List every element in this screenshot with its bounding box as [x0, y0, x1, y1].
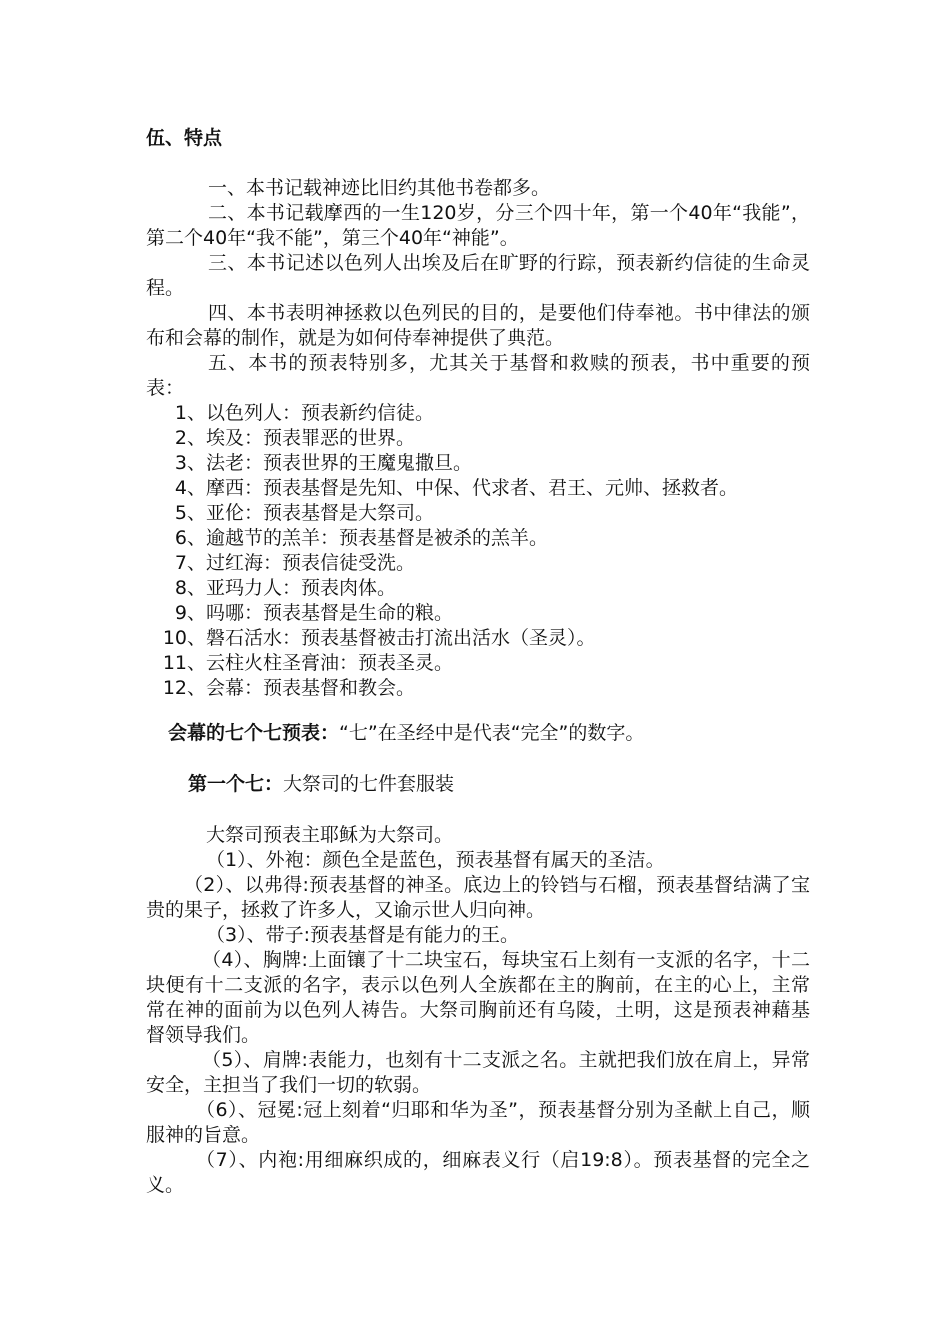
- feature-paragraph-5: 五、本书的预表特别多，尤其关于基督和救赎的预表，书中重要的预表：: [146, 352, 810, 399]
- list-item: 12、会幕：预表基督和教会。: [162, 677, 416, 699]
- feature-paragraph-2: 二、本书记载摩西的一生120岁，分三个四十年，第一个40年“我能”，第二个40年“我不能”，第三个40年“神能”。: [146, 202, 810, 249]
- feature-paragraph-3: 三、本书记述以色列人出埃及后在旷野的行踪，预表新约信徒的生命灵程。: [146, 252, 810, 299]
- feature-paragraph-1: 一、本书记载神迹比旧约其他书卷都多。: [208, 177, 551, 199]
- garment-2: （2）、以弗得:预表基督的神圣。底边上的铃铛与石榴，预表基督结满了宝贵的果子，拯救了许多人，又谕示世人归向神。: [146, 874, 810, 921]
- section-title: 伍、特点: [146, 127, 223, 149]
- garment-7: （7）、内袍:用细麻织成的，细麻表义行（启19:8）。预表基督的完全之义。: [146, 1149, 810, 1196]
- list-item: 7、过红海：预表信徒受洗。: [174, 552, 416, 574]
- garment-4: （4）、胸牌:上面镶了十二块宝石，每块宝石上刻有一支派的名字，十二块便有十二支派的名字，表示以色列人全族都在主的胸前，在主的心上，主常常在神的面前为以色列人祷告。大祭司胸前还有乌陵，土明，这是预表神藉基督领导我们。: [146, 949, 810, 1046]
- list-item: 5、亚伦：预表基督是大祭司。: [174, 502, 435, 524]
- list-item: 4、摩西：预表基督是先知、中保、代求者、君王、元帅、拯救者。: [174, 477, 739, 499]
- garment-3: （3）、带子:预表基督是有能力的王。: [206, 924, 519, 946]
- list-item: 10、磐石活水：预表基督被击打流出活水（圣灵）。: [162, 627, 596, 649]
- garments-intro: 大祭司预表主耶稣为大祭司。: [206, 824, 454, 846]
- list-item: 2、埃及：预表罪恶的世界。: [174, 427, 416, 449]
- list-item: 11、云柱火柱圣膏油：预表圣灵。: [162, 652, 454, 674]
- garment-6: （6）、冠冕:冠上刻着“归耶和华为圣”，预表基督分别为圣献上自己，顺服神的旨意。: [146, 1099, 810, 1146]
- feature-paragraph-4: 四、本书表明神拯救以色列民的目的，是要他们侍奉祂。书中律法的颁布和会幕的制作，就是为如何侍奉神提供了典范。: [146, 302, 810, 349]
- list-item: 8、亚玛力人：预表肉体。: [174, 577, 397, 599]
- list-item: 3、法老：预表世界的王魔鬼撒旦。: [174, 452, 473, 474]
- list-item: 9、吗哪：预表基督是生命的粮。: [174, 602, 454, 624]
- list-item: 6、逾越节的羔羊：预表基督是被杀的羔羊。: [174, 527, 549, 549]
- garment-5: （5）、肩牌:表能力，也刻有十二支派之名。主就把我们放在肩上，异常安全，主担当了我们一切的软弱。: [146, 1049, 810, 1096]
- tabernacle-heading: 会幕的七个七预表：“七”在圣经中是代表“完全”的数字。: [168, 722, 645, 744]
- garment-1: （1）、外袍：颜色全是蓝色，预表基督有属天的圣洁。: [206, 849, 665, 871]
- list-item: 1、以色列人：预表新约信徒。: [174, 402, 435, 424]
- first-seven-heading: 第一个七：大祭司的七件套服装: [188, 773, 455, 795]
